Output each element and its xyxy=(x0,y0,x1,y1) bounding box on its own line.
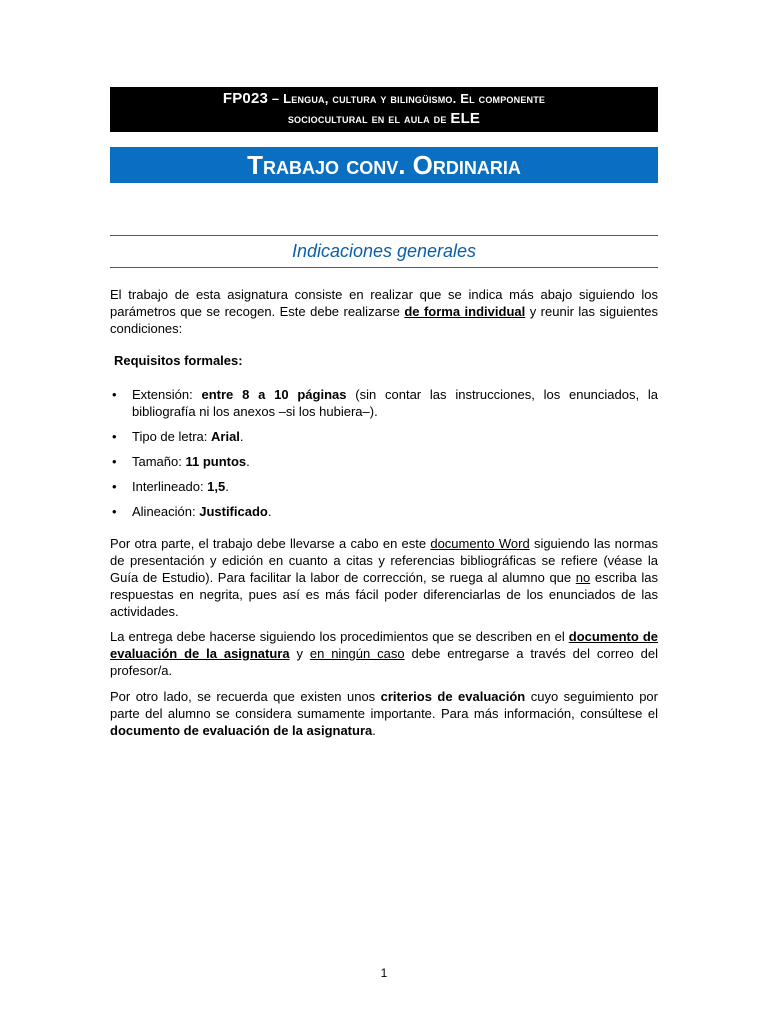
course-title-line-1 xyxy=(110,89,658,109)
para2-text-a: Por otra parte, el trabajo debe llevarse a cabo en este xyxy=(110,536,431,551)
section-heading: Indicaciones generales xyxy=(110,235,658,268)
bullet-icon: • xyxy=(112,504,117,519)
para3-text-a: La entrega debe hacerse siguiendo los procedimientos que se describen en el xyxy=(110,629,569,644)
para2-underline-no: no xyxy=(575,570,591,585)
course-banner xyxy=(110,87,658,132)
course-code: FP023 xyxy=(222,90,269,107)
item-suffix: . xyxy=(267,504,272,519)
intro-emphasis: de forma individual xyxy=(404,304,526,319)
intro-paragraph xyxy=(110,286,658,337)
para4-emphasis-1: criterios de evaluación xyxy=(380,689,526,704)
word-document-paragraph xyxy=(110,535,658,620)
bullet-icon: • xyxy=(112,429,117,444)
list-item xyxy=(110,453,658,470)
list-item xyxy=(110,428,658,445)
course-title-text-1: – Lengua, cultura y bilingüismo. El componente xyxy=(268,91,546,106)
intro-text-a: El trabajo de esta asignatura consiste en realizar que se indica más abajo siguiendo los parámetros que se recogen. Este debe realizarse xyxy=(110,287,658,319)
para3-text-c: y xyxy=(289,646,310,661)
criteria-paragraph xyxy=(110,688,658,739)
para4-text-a: Por otro lado, se recuerda que existen unos xyxy=(110,689,381,704)
bullet-icon: • xyxy=(112,479,117,494)
item-value: entre 8 a 10 páginas xyxy=(201,387,347,402)
list-item xyxy=(110,503,658,520)
item-suffix: (sin contar las instrucciones, los enunciados, la bibliografía ni los anexos –si los hubiera–). xyxy=(132,387,659,419)
item-label: Interlineado: xyxy=(132,479,208,494)
item-label: Tamaño: xyxy=(132,454,186,469)
list-item xyxy=(110,386,658,420)
item-label: Alineación: xyxy=(132,504,200,519)
item-value: 1,5 xyxy=(207,479,226,494)
item-label: Extensión: xyxy=(132,387,202,402)
para3-emphasis: documento de evaluación de la asignatura xyxy=(110,629,658,661)
para2-text-e: escriba las respuestas en negrita, pues así es más fácil poder diferenciarlas de los enunciados de las actividades. xyxy=(110,570,659,619)
list-item xyxy=(110,478,658,495)
para2-underline-word: documento Word xyxy=(430,536,530,551)
para4-text-e: . xyxy=(372,723,376,738)
para3-underline: en ningún caso xyxy=(309,646,405,661)
course-title-line-2 xyxy=(110,109,658,129)
requirements-list xyxy=(110,386,658,528)
course-title-ele: ELE xyxy=(450,110,481,127)
requirements-heading: Requisitos formales: xyxy=(114,353,243,368)
item-label: Tipo de letra: xyxy=(132,429,212,444)
item-suffix: . xyxy=(246,454,250,469)
document-title: Trabajo conv. Ordinaria xyxy=(110,147,658,183)
item-suffix: . xyxy=(225,479,229,494)
para2-text-c: siguiendo las normas de presentación y edición en cuanto a citas y referencias bibliográficas se refiere (véase la Guía de Estudio). Para facilitar la labor de corrección, se ruega al alumno que xyxy=(110,536,659,585)
para4-text-c: cuyo seguimiento por parte del alumno se considera sumamente importante. Para más información, consúltese el xyxy=(110,689,658,721)
item-value: Justificado xyxy=(199,504,268,519)
bullet-icon: • xyxy=(112,454,117,469)
page-number: 1 xyxy=(380,966,388,980)
para3-text-e: debe entregarse a través del correo del profesor/a. xyxy=(110,646,658,678)
para4-emphasis-2: documento de evaluación de la asignatura xyxy=(110,723,373,738)
delivery-paragraph xyxy=(110,628,658,679)
item-value: 11 puntos xyxy=(185,454,247,469)
course-title-text-2: sociocultural en el aula de xyxy=(287,111,451,126)
intro-text-c: y reunir las siguientes condiciones: xyxy=(110,304,658,336)
bullet-icon: • xyxy=(112,387,117,402)
item-value: Arial xyxy=(211,429,240,444)
item-suffix: . xyxy=(239,429,244,444)
